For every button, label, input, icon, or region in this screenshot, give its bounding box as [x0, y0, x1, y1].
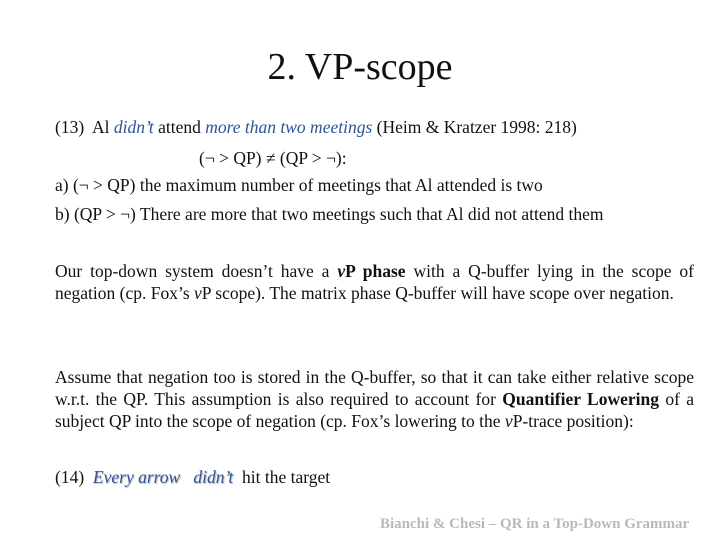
reading-b: b) (QP > ¬) There are more that two meetings such that Al did not attend them	[55, 204, 604, 224]
example-14-subject: Every arrow	[92, 467, 181, 487]
slide-title: 2. VP-scope	[267, 46, 453, 88]
footer-credit: Bianchi & Chesi – QR in a Top-Down Grammar	[380, 516, 690, 532]
paragraph-negation: Assume that negation too is stored in the Q-buffer, so that it can take either relative scope w.r.t. the QP. This assumption is also required to account for Quantifier Lowering of a subject QP into the scope of negation (cp. Fox’s lowering to the vP-trace position):	[55, 367, 694, 431]
example-13-number: (13)	[55, 117, 85, 137]
paragraph-top-down: Our top-down system doesn’t have a vP phase with a Q-buffer lying in the scope of negation (cp. Fox’s vP scope). The matrix phase Q-buffer will have scope over negation.	[55, 261, 694, 303]
example-13-quantifier: more than two meetings	[205, 117, 373, 137]
example-13	[55, 116, 577, 138]
example-14-number: (14)	[55, 467, 85, 487]
reading-a: a) (¬ > QP) the maximum number of meetings that Al attended is two	[55, 175, 543, 195]
example-13-subject: Al	[91, 117, 110, 137]
example-13-citation: (Heim & Kratzer 1998: 218)	[376, 117, 577, 137]
example-13-negation: didn’t	[113, 117, 154, 137]
example-14	[55, 466, 330, 488]
example-14-negation: didn’t	[193, 467, 234, 487]
example-14-predicate: hit the target	[241, 467, 331, 487]
example-13-verb: attend	[158, 117, 201, 137]
scope-relation: (¬ > QP) ≠ (QP > ¬):	[199, 148, 347, 168]
